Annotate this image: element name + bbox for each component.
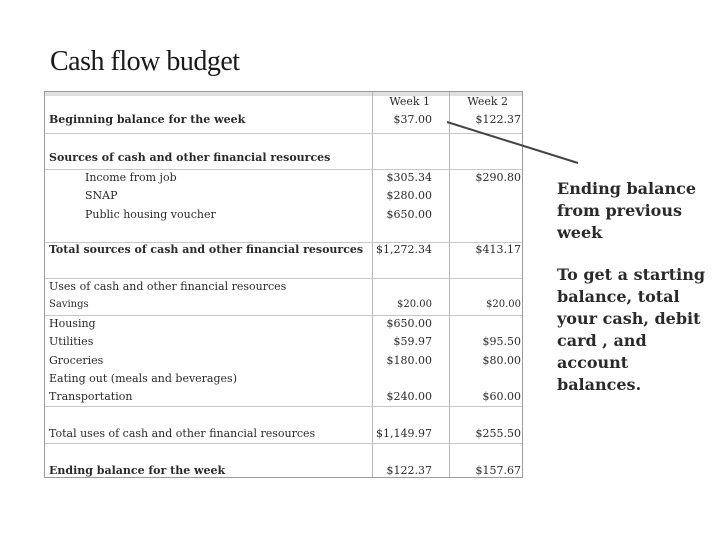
uses-heading: Uses of cash and other financial resources xyxy=(49,280,287,293)
use-row-week2: $80.00 xyxy=(482,354,521,367)
beginning-balance-label: Beginning balance for the week xyxy=(49,113,246,126)
source-row-label: Public housing voucher xyxy=(85,208,216,221)
use-row-week2: $60.00 xyxy=(482,390,521,403)
beginning-balance-week2: $122.37 xyxy=(475,113,521,126)
use-row-week1: $650.00 xyxy=(386,317,432,330)
source-row-week2: $290.80 xyxy=(475,171,521,184)
total-uses-label: Total uses of cash and other financial resources xyxy=(49,427,316,440)
note-ending-balance: Ending balance from previous week xyxy=(557,179,697,242)
page-title: Cash flow budget xyxy=(50,46,240,77)
use-row-label: Housing xyxy=(49,317,96,330)
column-header-week1: Week 1 xyxy=(389,95,430,108)
callout-line xyxy=(447,122,578,163)
source-row-week1: $650.00 xyxy=(386,208,432,221)
sources-heading: Sources of cash and other financial resources xyxy=(49,151,331,164)
use-row-label: Groceries xyxy=(49,354,104,367)
use-row-label: Transportation xyxy=(49,390,133,403)
ending-balance-label: Ending balance for the week xyxy=(49,464,226,477)
column-header-week2: Week 2 xyxy=(467,95,508,108)
use-row-week1: $59.97 xyxy=(393,335,432,348)
ending-balance-week1: $122.37 xyxy=(386,464,432,477)
note-starting-balance: To get a starting balance, total your cash, debit card , and account balances. xyxy=(557,265,706,394)
use-row-label: Savings xyxy=(49,299,89,310)
beginning-balance-week1: $37.00 xyxy=(393,113,432,126)
total-uses-week2: $255.50 xyxy=(475,427,521,440)
ending-balance-week2: $157.67 xyxy=(475,464,521,477)
total-sources-week2: $413.17 xyxy=(475,243,521,256)
total-sources-week1: $1,272.34 xyxy=(376,243,432,256)
use-row-week2: $95.50 xyxy=(482,335,521,348)
use-row-label: Utilities xyxy=(49,335,94,348)
source-row-label: Income from job xyxy=(85,171,177,184)
source-row-label: SNAP xyxy=(85,189,118,202)
use-row-week2: $20.00 xyxy=(486,299,521,310)
use-row-week1: $180.00 xyxy=(386,354,432,367)
use-row-label: Eating out (meals and beverages) xyxy=(49,372,237,385)
source-row-week1: $280.00 xyxy=(386,189,432,202)
use-row-week1: $240.00 xyxy=(386,390,432,403)
source-row-week1: $305.34 xyxy=(386,171,432,184)
use-row-week1: $20.00 xyxy=(397,299,432,310)
total-uses-week1: $1,149.97 xyxy=(376,427,432,440)
total-sources-label: Total sources of cash and other financial resources xyxy=(49,243,364,256)
